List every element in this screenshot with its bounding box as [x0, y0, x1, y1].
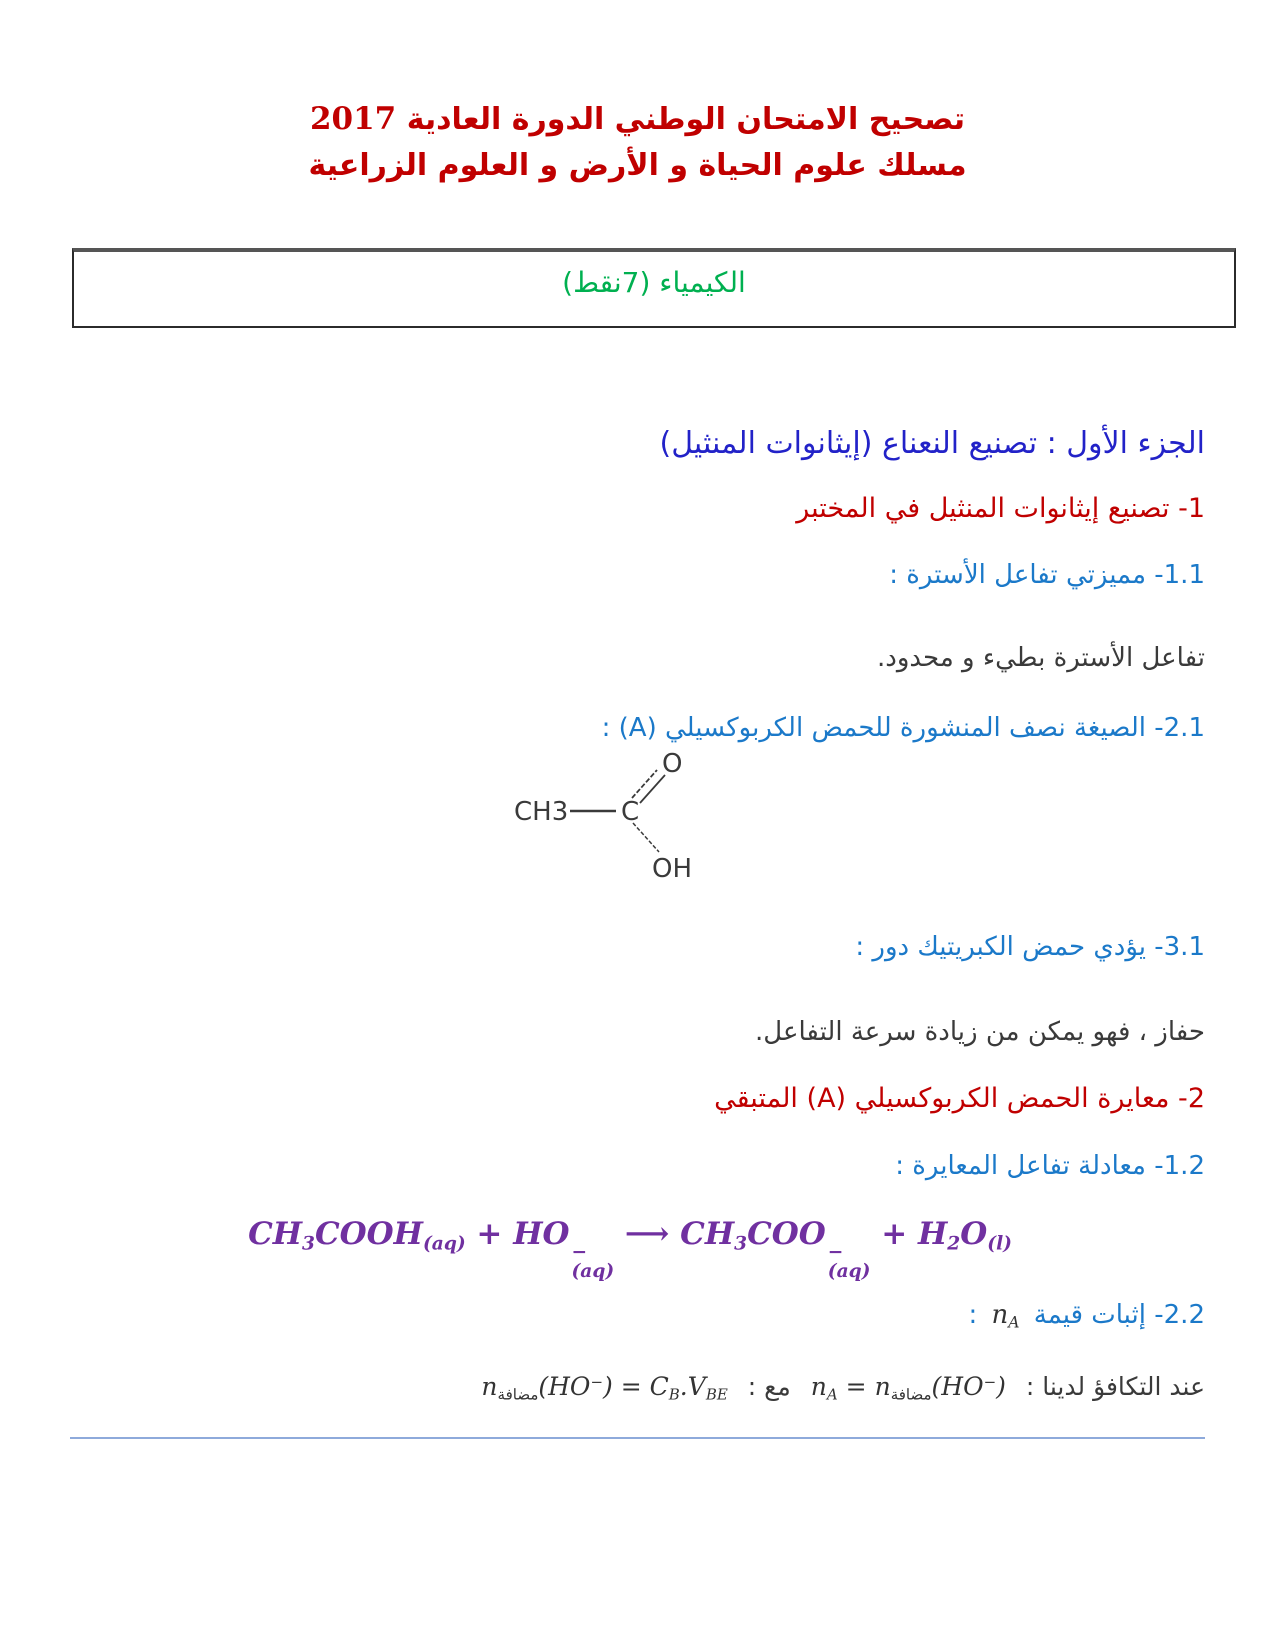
question1-2-label: 1.2- معادلة تفاعل المعايرة :	[895, 1151, 1205, 1181]
molecule-double-bond-line1	[632, 770, 657, 798]
title-year: 2017	[309, 101, 397, 137]
question1-heading: 1- تصنيع إيثانوات المنثيل في المختبر	[796, 493, 1205, 524]
subject-box-title: الكيمياء (7نقط)	[562, 266, 746, 299]
part1-heading: الجزء الأول : تصنيع النعناع (إيثانوات المنثيل)	[659, 426, 1205, 461]
question1-1-label: 1.1- مميزتي تفاعل الأسترة :	[889, 560, 1205, 590]
question3-1-label: 3.1- يؤدي حمض الكبريتيك دور :	[855, 932, 1205, 962]
answer1-1-text: تفاعل الأسترة بطيء و محدود.	[877, 643, 1205, 673]
question2-2-label	[70, 1300, 1205, 1332]
question2-heading: 2- معايرة الحمض الكربوكسيلي (A) المتبقي	[714, 1083, 1205, 1114]
answer3-1-text: حفاز ، فهو يمكن من زيادة سرعة التفاعل.	[755, 1017, 1205, 1047]
molecule-structure-drawing	[512, 750, 722, 900]
titration-equation: $CH_3COOH_{(aq)}$ + HO − (aq) ⟶ $CH_3COO$ − (aq) + $H_2O_{(l)}$	[248, 1216, 1012, 1283]
title-line2-text: مسلك علوم الحياة و الأرض و العلوم الزراعية	[308, 148, 967, 183]
equivalence-intro: عند التكافؤ لدينا :	[1025, 1372, 1205, 1401]
molecule-single-bond-c-oh	[633, 823, 659, 852]
equivalence-line	[70, 1372, 1205, 1404]
title-text	[310, 102, 965, 137]
document-title-line2	[0, 148, 1275, 183]
question2-1-label: 2.1- الصيغة نصف المنشورة للحمض الكربوكسيلي (A) :	[601, 713, 1205, 743]
question2-2-prefix: 2.2- إثبات قيمة	[1033, 1300, 1205, 1330]
equivalence-formula-nA: $n_A = n_{مضافة}(HO^-)$	[810, 1372, 1006, 1404]
question2-2-colon: :	[968, 1300, 978, 1330]
molecule-double-bond-line2	[640, 775, 665, 803]
molecule-oh-label: OH	[652, 854, 693, 884]
footer-divider-line	[70, 1437, 1205, 1439]
document-title-line1	[0, 101, 1275, 137]
equivalence-formula-cbvbe: $n_{مضافة}(HO^-) = C_B.V_{BE}$	[481, 1372, 728, 1404]
molecule-o-label: O	[662, 750, 683, 779]
question2-2-math-nA: $n_A$	[991, 1300, 1020, 1332]
equivalence-sep: مع :	[747, 1372, 791, 1401]
molecule-c-label: C	[621, 797, 640, 827]
molecule-ch3-label: CH3	[514, 797, 569, 827]
title-line1-text: تصحيح الامتحان الوطني الدورة العادية	[406, 102, 966, 137]
molecule-structure-figure	[512, 750, 722, 904]
subject-box	[72, 248, 1236, 328]
